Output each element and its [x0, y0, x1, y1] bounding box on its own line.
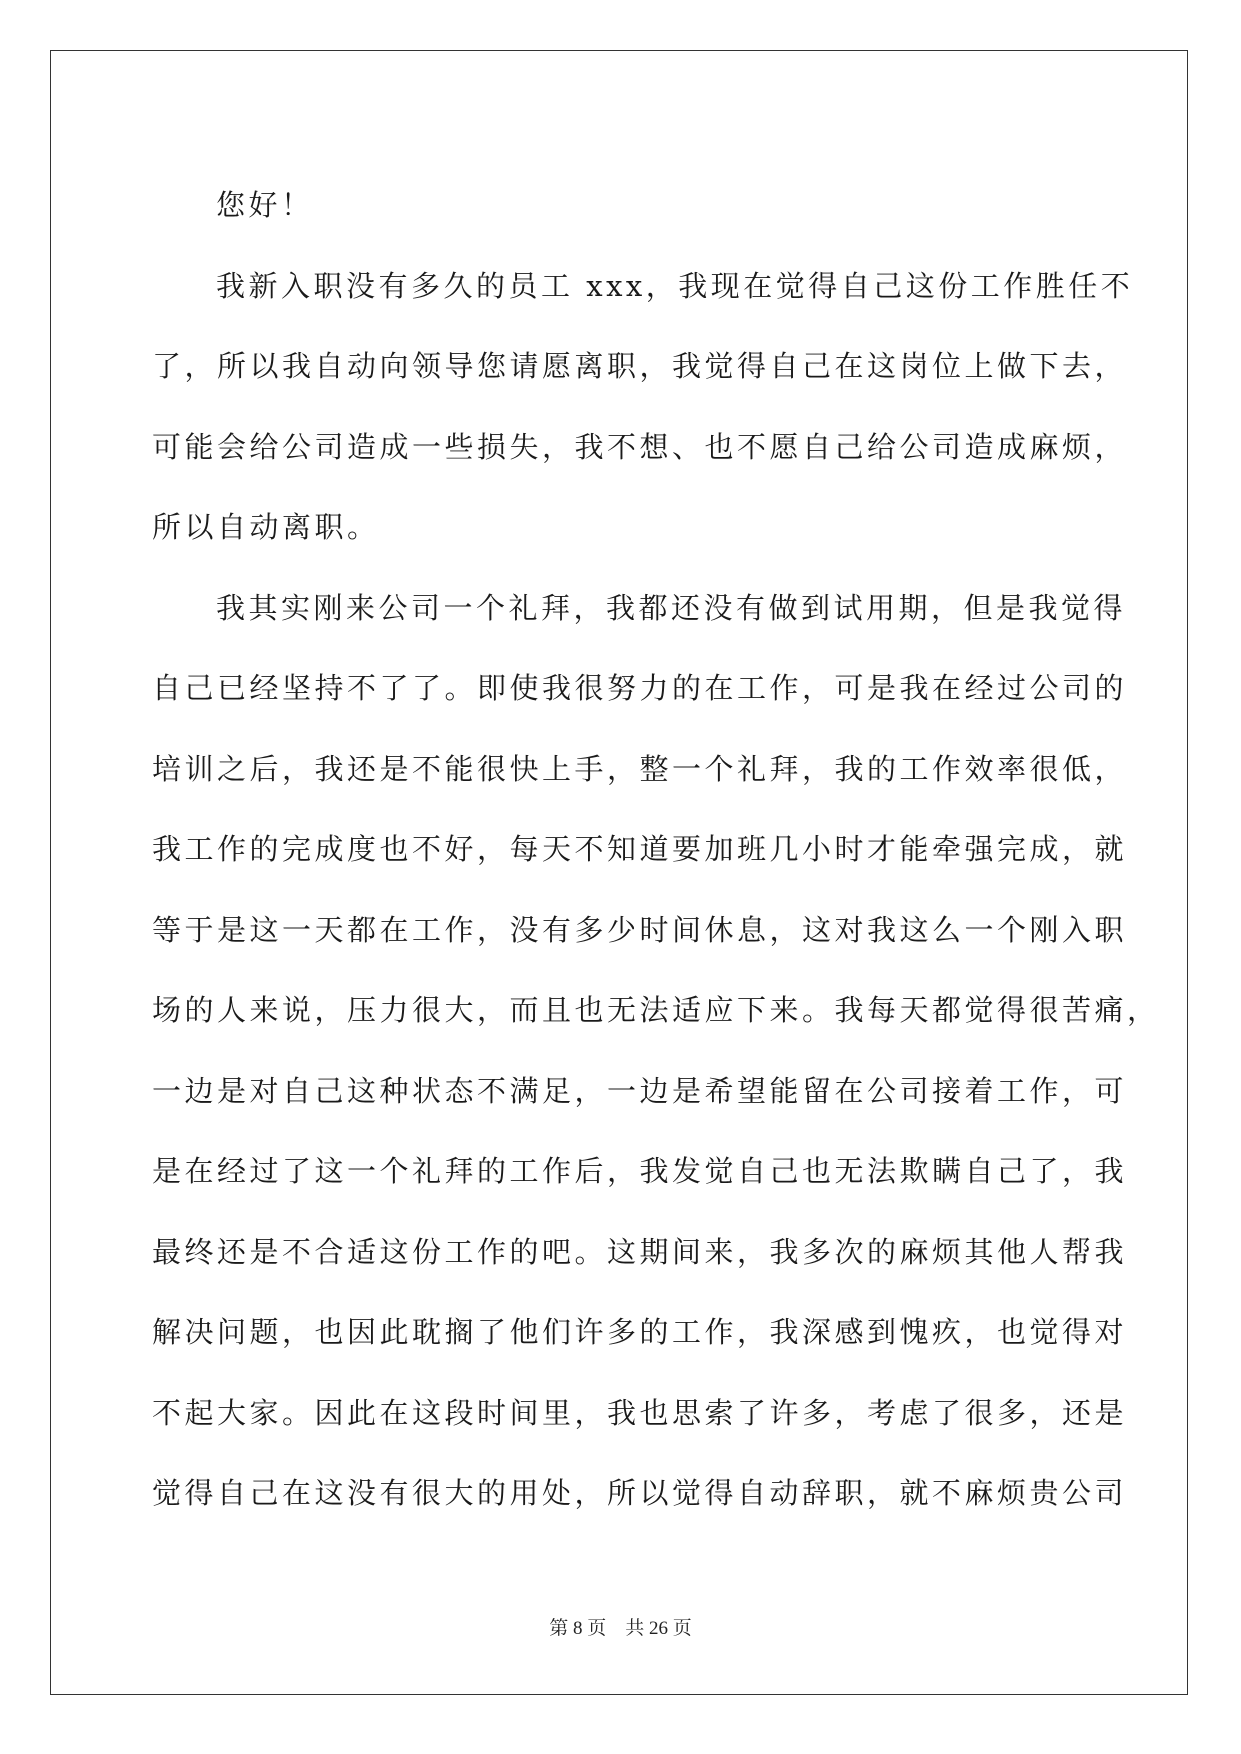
- body-line: 场的人来说，压力很大，而且也无法适应下来。我每天都觉得很苦痛，: [152, 993, 1160, 1027]
- greeting: 您好！: [216, 188, 314, 222]
- body-line: 我新入职没有多久的员工 xxx，我现在觉得自己这份工作胜任不: [216, 268, 1134, 303]
- body-line: 我其实刚来公司一个礼拜，我都还没有做到试用期，但是我觉得: [216, 590, 1127, 625]
- body-line: 培训之后，我还是不能很快上手，整一个礼拜，我的工作效率很低，: [152, 751, 1128, 786]
- body-line: 不起大家。因此在这段时间里，我也思索了许多，考虑了很多，还是: [152, 1395, 1128, 1430]
- body-line: 一边是对自己这种状态不满足，一边是希望能留在公司接着工作，可: [152, 1073, 1128, 1108]
- body-line: 最终还是不合适这份工作的吧。这期间来，我多次的麻烦其他人帮我: [152, 1234, 1128, 1269]
- body-line: 觉得自己在这没有很大的用处，所以觉得自动辞职，就不麻烦贵公司: [152, 1476, 1128, 1510]
- body-line: 等于是这一天都在工作，没有多少时间休息，这对我这么一个刚入职: [152, 912, 1128, 947]
- body-line: 所以自动离职。: [152, 510, 380, 544]
- page-footer: 第 8 页 共 26 页: [549, 1618, 692, 1639]
- body-line: 是在经过了这一个礼拜的工作后，我发觉自己也无法欺瞒自己了，我: [152, 1154, 1128, 1188]
- body-line: 解决问题，也因此耽搁了他们许多的工作，我深感到愧疚，也觉得对: [152, 1315, 1128, 1349]
- body-line: 可能会给公司造成一些损失，我不想、也不愿自己给公司造成麻烦，: [152, 429, 1128, 464]
- body-line: 自己已经坚持不了了。即使我很努力的在工作，可是我在经过公司的: [152, 671, 1128, 705]
- letter-body: [152, 165, 1160, 1534]
- body-line: 我工作的完成度也不好，每天不知道要加班几小时才能牵强完成，就: [152, 832, 1128, 866]
- body-line: 了，所以我自动向领导您请愿离职，我觉得自己在这岗位上做下去，: [152, 349, 1128, 383]
